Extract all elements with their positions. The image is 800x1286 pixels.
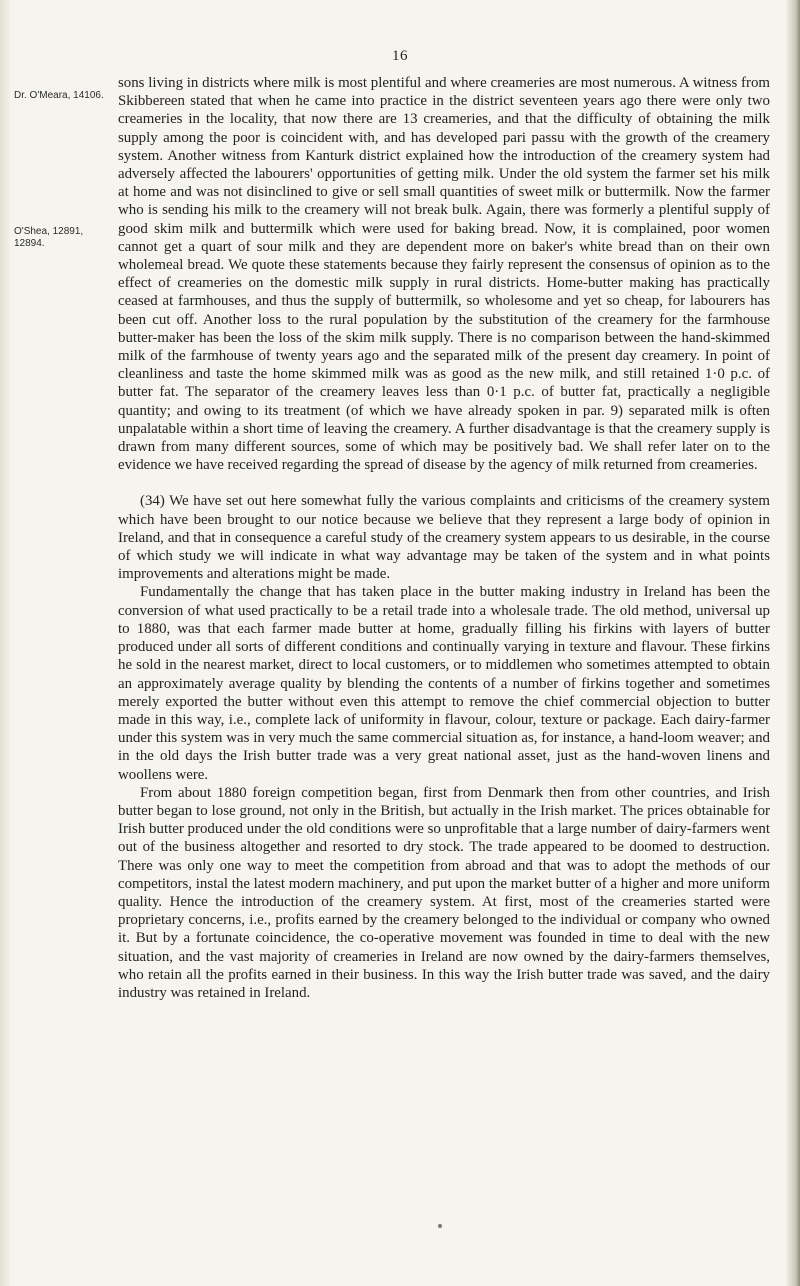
margin-note-oshea: O'Shea, 12891, 12894. — [14, 226, 84, 249]
paragraph-foreign-competition: From about 1880 foreign competition began, first from Denmark then from other countries, and Irish butter began to lose ground, not only in the British, but actually in the Irish market. The prices obtainable for Irish butter produced under the old conditions were so unprofitable that a large number of dairy-farmers went out of the business altogether and resorted to dry stock. The trade appeared to be doomed to destruction. There was only one way to meet the competition from abroad and that was to adopt the methods of our competitors, instal the latest modern machinery, and put upon the market butter of a higher and more uniform quality. Hence the introduction of the creamery system. At first, most of the creameries started were proprietary concerns, i.e., profits earned by the creamery belonged to the individual or company who owned it. But by a fortunate coincidence, the co-operative movement was founded in time to deal with the new situation, and the vast majority of creameries in Ireland are now owned by the dairy-farmers themselves, who retain all the profits earned in their business. In this way the Irish butter trade was saved, and the dairy industry was retained in Ireland. — [118, 784, 770, 1001]
margin-note-omeara: Dr. O'Meara, 14106. — [14, 90, 104, 101]
body-text — [118, 74, 770, 1002]
page-right-edge — [786, 0, 800, 1286]
page-number: 16 — [392, 48, 408, 64]
paragraph-fundamentally: Fundamentally the change that has taken place in the butter making industry in Ireland has been the conversion of what used practically to be a retail trade into a wholesale trade. The old method, universal up to 1880, was that each farmer made butter at home, gradually filling his firkins with layers of butter produced under all sorts of different conditions and continually varying in texture and flavour. These firkins he sold in the nearest market, direct to local customers, or to middlemen who sometimes attempted to obtain an approximately average quality by blending the contents of a number of firkins together and sometimes merely exported the butter without even this attempt to remove the chief commercial objection to butter made in this way, i.e., complete lack of uniformity in flavour, colour, texture or package. Each dairy-farmer under this system was in very much the same commercial situation as, for instance, a hand-loom weaver; and in the old days the Irish butter trade was a very great national asset, just as the hand-woven linens and woollens were. — [118, 584, 770, 783]
paragraph-34: (34) We have set out here somewhat fully the various complaints and criticisms of the creamery system which have been brought to our notice because we believe that they represent a large body of opinion in Ireland, and that in consequence a careful study of the creamery system appears to us desirable, in the course of which study we will indicate in what way advantage may be taken of the system and in what points improvements and alterations might be made. — [118, 493, 770, 583]
paragraph-continuation: sons living in districts where milk is most plentiful and where creameries are most numerous. A witness from Skibbereen stated that when he came into practice in the district seventeen years ago there were only two creameries in the locality, that now there are 13 creameries, and that the difficulty of obtaining the milk supply among the poor is coincident with, and has developed pari passu with the growth of the creamery system. Another witness from Kanturk district explained how the introduction of the creamery system had adversely affected the labourers' opportunities of getting milk. Under the old system the farmer set his milk at home and was not disinclined to give or sell small quantities of sweet milk or buttermilk. Now the farmer who is sending his milk to the creamery will not break bulk. Again, there was formerly a plentiful supply of good skim milk and buttermilk which were used for baking bread. Now, it is complained, poor women cannot get a quart of sour milk and they are dependent more on baker's white bread than on their own wholemeal bread. We quote these statements because they fairly represent the consensus of opinion as to the effect of creameries on the domestic milk supply in rural districts. Home-butter making has practically ceased at farmhouses, and thus the supply of buttermilk, so wholesome and yet so cheap, for labourers has been cut off. Another loss to the rural population by the substitution of the creamery for the farmhouse butter-maker has been the loss of the skim milk supply. There is no comparison between the hand-skimmed milk of the farmhouse of twenty years ago and the separated milk of the present day creamery. In point of cleanliness and taste the home skimmed milk was as good as the new milk, and still retained 1·0 p.c. of butter fat. The separator of the creamery leaves less than 0·1 p.c. of butter fat, practically a negligible quantity; and owing to its treatment (of which we have already spoken in par. 9) separated milk is often unpalatable within a short time of leaving the creamery. A further disadvantage is that the creamery supply is drawn from many different sources, some of which may be positively bad. We shall refer later on to the evidence we have received regarding the spread of disease by the agency of milk returned from creameries. — [118, 75, 770, 474]
speck-mark — [438, 1224, 442, 1228]
page-left-edge — [0, 0, 10, 1286]
